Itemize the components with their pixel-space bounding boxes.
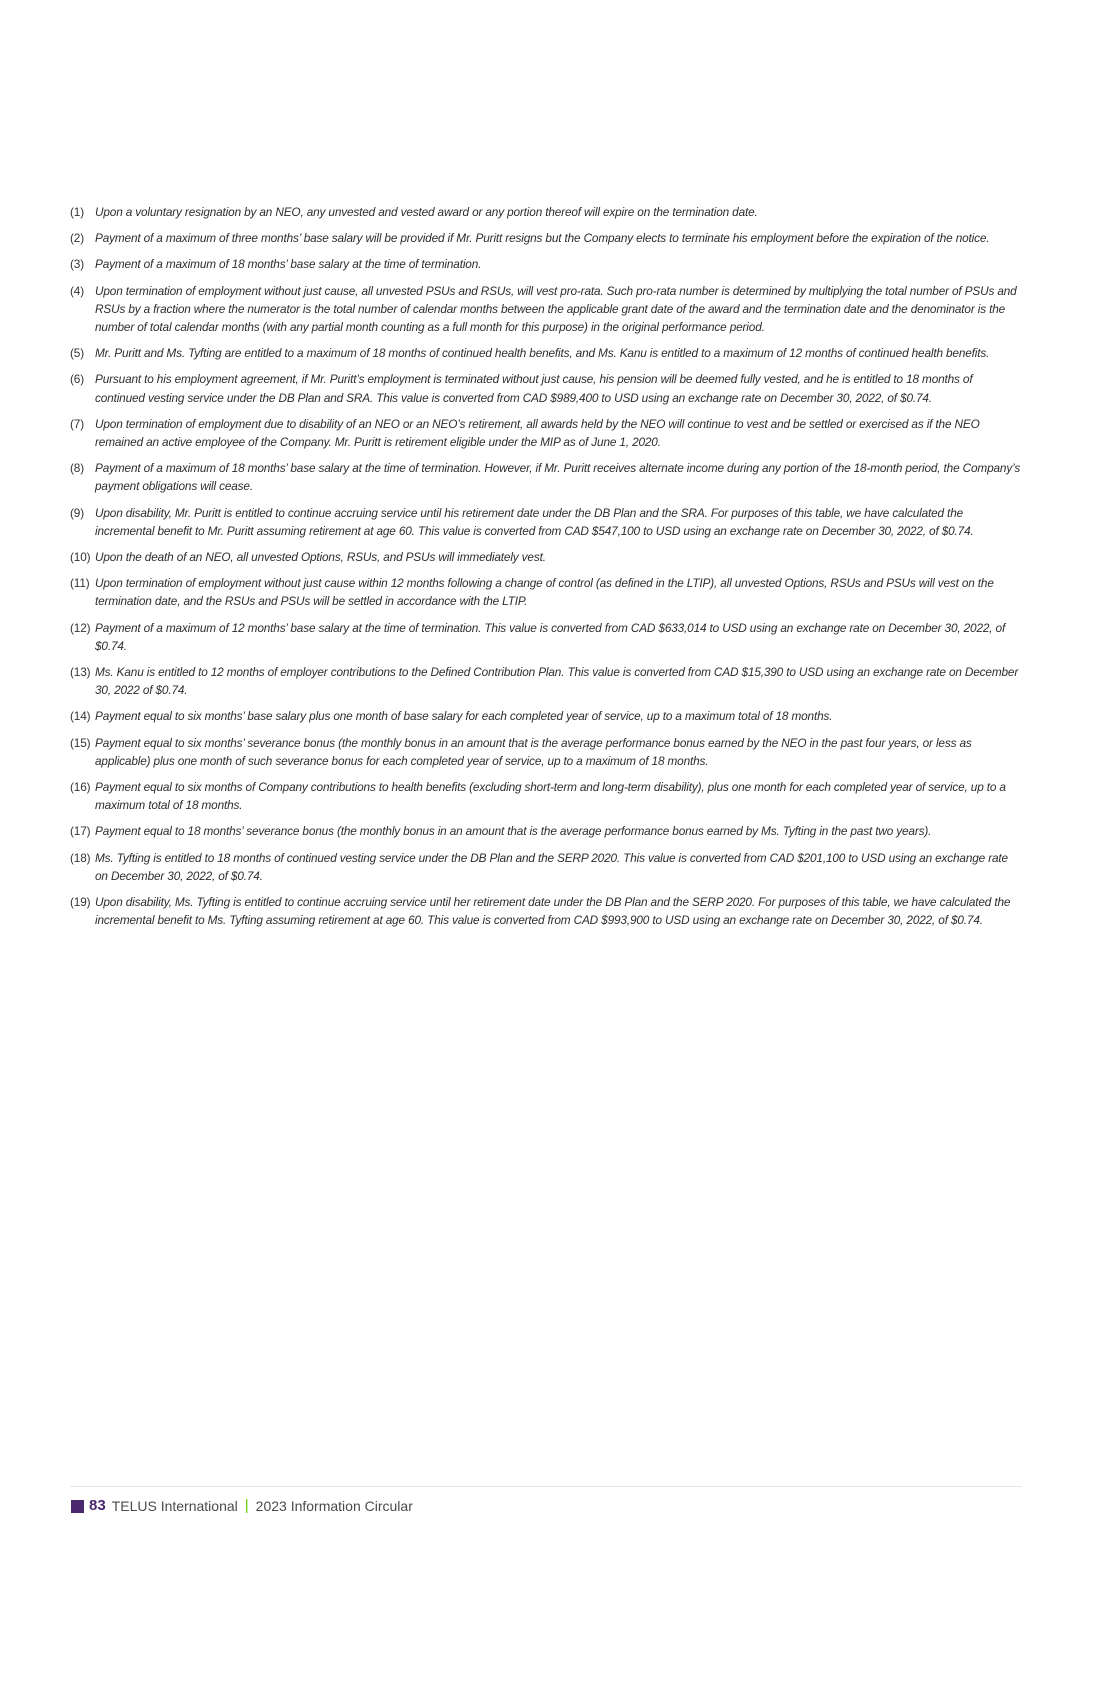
- footnote-number: (6): [70, 372, 84, 387]
- footnote-number: (10): [70, 550, 91, 565]
- footnote-text: Payment equal to six months’ severance bonus (the monthly bonus in an amount that is the average performance bonus earned by the NEO in the past four years, or less as applicable) plus one month of such severance bonus for each completed year of service, up to a maximum of 18 months.: [95, 735, 972, 768]
- footnote-item: [70, 370, 1022, 406]
- page-footer: [71, 1497, 413, 1515]
- footnote-text: Upon the death of an NEO, all unvested Options, RSUs, and PSUs will immediately vest.: [95, 550, 546, 565]
- footnote-number: (9): [70, 505, 84, 520]
- footnote-text: Mr. Puritt and Ms. Tyfting are entitled to a maximum of 18 months of continued health benefits, and Ms. Kanu is entitled to a maximum of 12 months of continued health benefits.: [95, 346, 990, 361]
- footnote-text: Payment equal to 18 months’ severance bonus (the monthly bonus in an amount that is the average performance bonus earned by Ms. Tyfting in the past two years).: [95, 824, 932, 839]
- footer-company-name: TELUS International: [111, 1498, 238, 1514]
- footnote-item: [70, 663, 1022, 699]
- footnote-number: (17): [70, 824, 91, 839]
- footnote-number: (1): [70, 205, 84, 219]
- footnote-number: (14): [70, 709, 91, 724]
- footnote-number: (4): [70, 283, 84, 298]
- footnote-item: [70, 619, 1022, 655]
- footnote-text: Upon disability, Mr. Puritt is entitled to continue accruing service until his retirement date under the DB Plan and the SRA. For purposes of this table, we have calculated the incremental benefit to Mr. Puritt assuming retirement at age 60. This value is converted from CAD $547,100 to USD using an exchange rate on December 30, 2022, of $0.74.: [95, 505, 974, 538]
- page-number: 83: [89, 1497, 106, 1514]
- footnote-item: [70, 229, 1022, 247]
- footnote-number: (12): [70, 620, 91, 635]
- footnote-text: Payment equal to six months’ base salary plus one month of base salary for each completed year of service, up to a maximum total of 18 months.: [95, 709, 833, 724]
- footnote-number: (15): [70, 735, 91, 750]
- footnote-item: [70, 822, 1022, 840]
- footnote-text: Upon termination of employment due to disability of an NEO or an NEO’s retirement, all awards held by the NEO will continue to vest and be settled or exercised as if the NEO remained an active employee of the Company. Mr. Puritt is retirement eligible under the MIP as of June 1, 2020.: [95, 416, 980, 450]
- footnote-item: [70, 415, 1022, 451]
- footnote-item: [70, 344, 1022, 362]
- footer-divider: [70, 1486, 1022, 1487]
- footnote-list: [70, 203, 1022, 938]
- footnote-item: [70, 504, 1022, 540]
- footnote-number: (8): [70, 461, 84, 476]
- footnote-number: (13): [70, 665, 91, 680]
- footnote-item: [70, 459, 1022, 495]
- footnote-item: [70, 849, 1022, 885]
- footnote-text: Payment equal to six months of Company contributions to health benefits (excluding short-term and long-term disability), plus one month for each completed year of service, up to a maximum total of 18 months.: [95, 780, 1006, 813]
- footnote-item: [70, 282, 1022, 337]
- footnote-text: Payment of a maximum of three months’ base salary will be provided if Mr. Puritt resigns but the Company elects to terminate his employment before the expiration of the notice.: [95, 231, 990, 246]
- footnote-number: (5): [70, 346, 84, 361]
- footnote-text: Ms. Tyfting is entitled to 18 months of continued vesting service under the DB Plan and the SERP 2020. This value is converted from CAD $201,100 to USD using an exchange rate on December 30, 2022, of $0.74.: [95, 850, 1008, 883]
- footnote-item: [70, 548, 1022, 566]
- footnote-text: Payment of a maximum of 18 months’ base salary at the time of termination. However, if Mr. Puritt receives alternate income during any portion of the 18-month period, the Company’s payment obligations will cease.: [95, 461, 1021, 494]
- footnote-text: Pursuant to his employment agreement, if Mr. Puritt’s employment is terminated without just cause, his pension will be deemed fully vested, and he is entitled to 18 months of continued vesting service under the DB Plan and SRA. This value is converted from CAD $989,400 to USD using an exchange rate on December 30, 2022, of $0.74.: [95, 372, 973, 405]
- footer-document-title: 2023 Information Circular: [255, 1498, 413, 1514]
- footnote-number: (2): [70, 231, 84, 246]
- footnote-number: (18): [70, 850, 91, 865]
- footnote-item: [70, 893, 1022, 929]
- footnote-text: Upon disability, Ms. Tyfting is entitled to continue accruing service until her retirement date under the DB Plan and the SERP 2020. For purposes of this table, we have calculated the incremental benefit to Ms. Tyfting assuming retirement at age 60. This value is converted from CAD $993,900 to USD using an exchange rate on December 30, 2022, of $0.74.: [95, 895, 1011, 928]
- footer-separator: |: [244, 1497, 249, 1514]
- footnote-text: Upon termination of employment without just cause, all unvested PSUs and RSUs, will vest pro-rata. Such pro-rata number is determined by multiplying the total number of PSUs and RSUs by a fraction where the numerator is the total number of calendar months between the applicable grant date of the award and the termination date and the denominator is the number of total calendar months (with any partial month counting as a full month for this purpose) in the original performance period.: [95, 283, 1017, 335]
- footnote-text: Ms. Kanu is entitled to 12 months of employer contributions to the Defined Contribution Plan. This value is converted from CAD $15,390 to USD using an exchange rate on December 30, 2022 of $0.74.: [95, 665, 1019, 698]
- footnote-item: [70, 574, 1022, 610]
- footnote-number: (3): [70, 257, 84, 272]
- footnote-item: [70, 203, 1022, 221]
- footnote-number: (16): [70, 780, 91, 795]
- footnote-item: [70, 255, 1022, 273]
- brand-square-icon: [71, 1500, 84, 1513]
- footnote-text: Upon a voluntary resignation by an NEO, any unvested and vested award or any portion thereof will expire on the termination date.: [95, 205, 758, 219]
- footnote-text: Payment of a maximum of 18 months’ base salary at the time of termination.: [95, 257, 482, 272]
- footnote-number: (7): [70, 416, 84, 431]
- footnote-number: (19): [70, 895, 91, 910]
- footnote-item: [70, 707, 1022, 725]
- footnote-text: Payment of a maximum of 12 months’ base salary at the time of termination. This value is converted from CAD $633,014 to USD using an exchange rate on December 30, 2022, of $0.74.: [95, 620, 1006, 653]
- footnote-number: (11): [70, 576, 90, 591]
- footnote-text: Upon termination of employment without just cause within 12 months following a change of control (as defined in the LTIP), all unvested Options, RSUs and PSUs will vest on the termination date, and the RSUs and PSUs will be settled in accordance with the LTIP.: [95, 576, 994, 609]
- footnote-item: [70, 778, 1022, 814]
- footnote-item: [70, 734, 1022, 770]
